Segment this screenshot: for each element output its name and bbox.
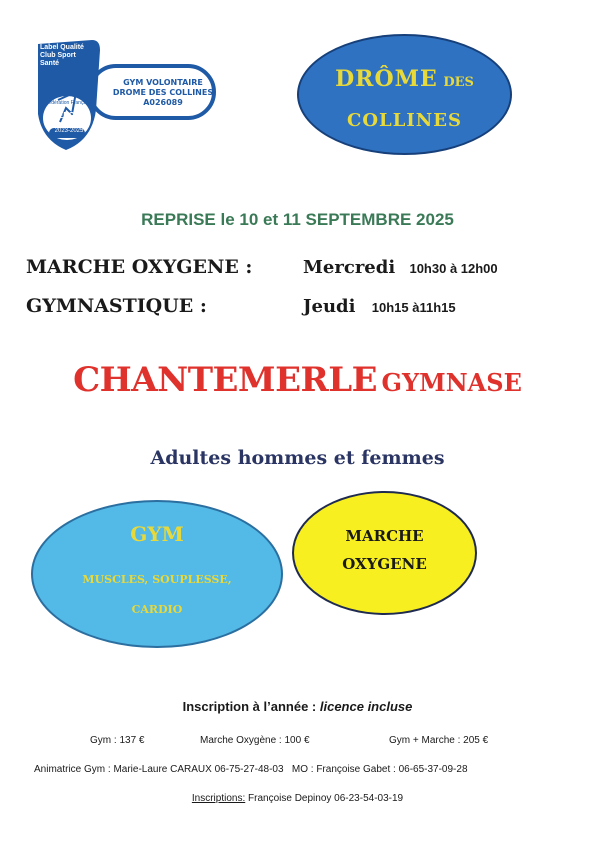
price-gym: Gym : 137 € — [90, 735, 145, 746]
header-oval-text — [297, 60, 512, 140]
venue-place: GYMNASE — [381, 368, 522, 397]
marche-oval-line1: MARCHE — [345, 527, 424, 545]
inscriptions-contact: Françoise Depinoy 06-23-54-03-19 — [248, 793, 404, 804]
contact-line: Animatrice Gym : Marie-Laure CARAUX 06-75-27-48-03 MO : Françoise Gabet : 06-65-37-09-28 — [34, 764, 468, 775]
inscriptions-line — [0, 793, 595, 804]
schedule-day-text: Jeudi — [303, 296, 356, 317]
inscription-title-italic: licence incluse — [319, 699, 413, 714]
inscription-title — [0, 699, 595, 714]
price-marche: Marche Oxygène : 100 € — [200, 735, 310, 746]
logo-line3: A026089 — [143, 98, 183, 107]
logo-club-name — [108, 78, 218, 108]
logo-line1: GYM VOLONTAIRE — [123, 78, 203, 87]
logo-side-text: Label Qualité Club Sport Santé — [40, 44, 84, 67]
logo-line2: DROME DES COLLINES — [112, 88, 214, 97]
venue-title — [0, 360, 595, 400]
header-word-des: DES — [443, 75, 474, 90]
audience-heading: Adultes hommes et femmes — [150, 447, 445, 469]
schedule-day-text: Mercredi — [303, 257, 396, 278]
gym-oval-title: GYM — [130, 522, 184, 546]
inscriptions-label: Inscriptions: — [191, 793, 246, 804]
schedule-time-gym: 10h15 à11h15 — [371, 300, 456, 315]
gym-oval-details — [31, 565, 283, 625]
schedule-time-marche: 10h30 à 12h00 — [409, 261, 498, 276]
venue-name: CHANTEMERLE — [73, 360, 378, 400]
schedule-day-marche — [303, 257, 498, 278]
logo-years: 2023-2025 — [54, 128, 84, 134]
logo-federation: Fédération Française — [45, 100, 93, 106]
gym-oval-line1: MUSCLES, SOUPLESSE, — [82, 573, 232, 586]
header-word-collines: COLLINES — [347, 110, 462, 131]
reprise-date: REPRISE le 10 et 11 SEPTEMBRE 2025 — [141, 210, 454, 229]
logo-badge: EPGV — [57, 111, 81, 120]
gym-oval-line2: CARDIO — [131, 603, 183, 616]
schedule-label-marche: MARCHE OXYGENE : — [26, 256, 253, 278]
schedule-day-gym — [303, 296, 456, 317]
header-word-drome: DRÔME — [335, 66, 438, 92]
inscription-title-text: Inscription à l’année : — [182, 699, 317, 714]
marche-oval-text — [292, 522, 477, 578]
price-gym-marche: Gym + Marche : 205 € — [389, 735, 489, 746]
schedule-label-gym: GYMNASTIQUE : — [26, 295, 207, 317]
marche-oval-line2: OXYGENE — [342, 555, 427, 573]
